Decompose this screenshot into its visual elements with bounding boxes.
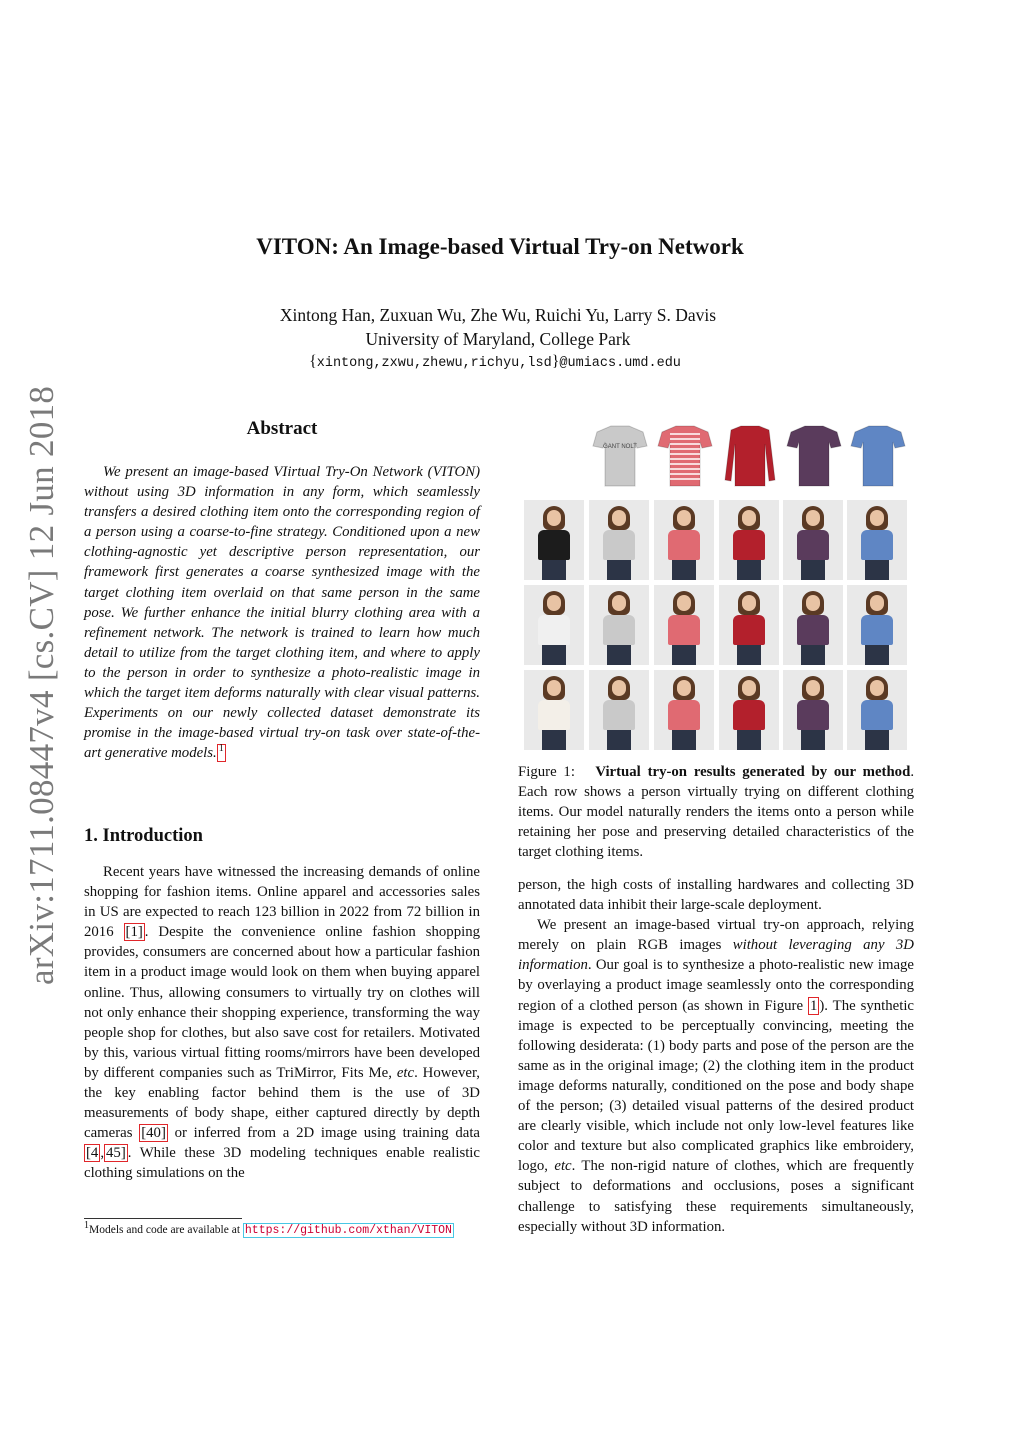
paragraph-approach xyxy=(518,915,914,1237)
face xyxy=(677,510,691,526)
face xyxy=(870,510,884,526)
intro-text: . While these 3D modeling techniques enable realistic clothing simulations on the xyxy=(84,1145,480,1182)
garment xyxy=(668,700,700,730)
right-column-text xyxy=(518,875,914,1237)
face xyxy=(742,680,756,696)
reference-person-photo xyxy=(524,500,584,580)
footnote-ref-1[interactable]: 1 xyxy=(217,744,226,762)
garment xyxy=(668,530,700,560)
try-on-result-photo xyxy=(847,670,907,750)
authors: Xintong Han, Zuxuan Wu, Zhe Wu, Ruichi Yu, Larry S. Davis xyxy=(279,305,717,325)
face xyxy=(806,595,820,611)
approach-emphasis: without leveraging any 3D information xyxy=(518,937,914,974)
reference-person-photo xyxy=(524,670,584,750)
citation-1[interactable]: [1] xyxy=(125,924,143,941)
legs xyxy=(737,645,761,665)
affiliation: University of Maryland, College Park xyxy=(365,329,631,349)
figure-1 xyxy=(518,420,918,750)
citation-45[interactable]: 45] xyxy=(106,1145,126,1162)
legs xyxy=(865,645,889,665)
face xyxy=(806,510,820,526)
footnote-rule xyxy=(84,1218,242,1219)
legs xyxy=(801,560,825,580)
paper-title: VITON: An Image-based Virtual Try-on Network xyxy=(256,234,744,259)
email-users: xintong,zxwu,zhewu,richyu,lsd xyxy=(316,356,552,371)
clothing-item-grey-graphic-tee xyxy=(589,420,651,490)
garment xyxy=(861,615,893,645)
figure-label: Figure 1: xyxy=(518,764,575,780)
intro-text: . However, the key enabling factor behind them is the use of 3D measurements of body shape, either captured directly by depth cameras xyxy=(84,1064,480,1142)
garment xyxy=(797,700,829,730)
clothing-graphic-text: GANT NOLT xyxy=(603,444,637,450)
face xyxy=(870,680,884,696)
try-on-result-photo xyxy=(589,585,649,665)
citation-separator: , xyxy=(100,1145,105,1162)
intro-text: Recent years have witnessed the increasing demands of online shopping for fashion items. Online apparel and accessories sales in US are expected to reach 123 billion in 2022 from 72 billion in 2016 xyxy=(84,864,480,941)
email[interactable] xyxy=(0,353,990,371)
face xyxy=(612,595,626,611)
legs xyxy=(672,645,696,665)
face xyxy=(870,595,884,611)
try-on-result-photo xyxy=(783,500,843,580)
garment xyxy=(668,615,700,645)
legs xyxy=(737,560,761,580)
paragraph-continued: person, the high costs of installing hardwares and collecting 3D annotated data inhibit their large-scale deployment. xyxy=(518,877,914,914)
face xyxy=(677,595,691,611)
try-on-result-photo xyxy=(719,670,779,750)
face xyxy=(742,510,756,526)
caption-text: . Each row shows a person virtually trying on different clothing items. Our model naturally renders the items onto a person while retaining her pose and preserving detailed characteristics of the target clothing items. xyxy=(518,764,915,861)
legs xyxy=(607,730,631,750)
clothing-item-red-long-sleeve xyxy=(719,420,781,490)
legs xyxy=(801,645,825,665)
approach-etc: etc xyxy=(554,1158,572,1175)
garment xyxy=(861,530,893,560)
citation-4[interactable]: [4 xyxy=(86,1145,99,1162)
approach-text: ). The synthetic image is expected to be perceptually convincing, meeting the following desiderata: (1) body parts and pose of the person are the same as in the original image; (2) the clothing item in the product image deforms naturally, conditioned on the pose and body shape of the person; (3) detailed visual patterns of the desired product are clearly visible, which include not only low-level features like color and texture but also complicated graphics like embroidery, logo, xyxy=(518,997,914,1175)
email-brace-open: { xyxy=(309,353,317,370)
clothing-item-navy-print-top xyxy=(783,420,845,490)
clothing-item-red-striped-tee xyxy=(654,420,716,490)
garment xyxy=(538,700,570,730)
legs xyxy=(607,560,631,580)
garment xyxy=(797,615,829,645)
garment xyxy=(733,530,765,560)
legs xyxy=(542,645,566,665)
intro-text: or inferred from a 2D image using training data xyxy=(167,1125,481,1142)
approach-text: . Our goal is to synthesize a photo-realistic new image by overlaying a product image seamlessly onto the corresponding region of a clothed person (as shown in Figure xyxy=(518,957,914,1014)
abstract-body: We present an image-based VIirtual Try-On Network (VITON) without using 3D information in any form, which seamlessly transfers a desired clothing item onto the corresponding region of a person using a coarse-to-fine strategy. Conditioned upon a new clothing-agnostic yet descriptive person representation, our framework first generates a coarse synthesized image with the target clothing item overlaid on that same person in the same pose. We further enhance the initial blurry clothing area with a refinement network. The network is trained to learn how much detail to utilize from the target clothing item, and where to apply to the person in order to synthesize a photo-realistic image in which the target item deforms naturally with clear visual patterns. Experiments on our newly collected dataset demonstrate its promise in the image-based virtual try-on task over state-of-the-art generative models. xyxy=(84,464,480,762)
face xyxy=(742,595,756,611)
intro-text: etc xyxy=(396,1064,415,1081)
face xyxy=(612,680,626,696)
face xyxy=(547,595,561,611)
email-brace-close: } xyxy=(551,353,560,370)
garment xyxy=(733,615,765,645)
try-on-result-photo xyxy=(719,585,779,665)
garment xyxy=(603,700,635,730)
try-on-result-photo xyxy=(654,585,714,665)
try-on-result-photo xyxy=(847,585,907,665)
legs xyxy=(801,730,825,750)
face xyxy=(547,680,561,696)
approach-text: We present an image-based virtual try-on approach, relying merely on plain RGB images xyxy=(518,917,914,954)
try-on-result-photo xyxy=(847,500,907,580)
legs xyxy=(542,560,566,580)
legs xyxy=(607,645,631,665)
email-domain: @umiacs.umd.edu xyxy=(559,356,681,371)
footnote-text: Models and code are available at xyxy=(89,1224,243,1236)
figure-1-caption xyxy=(518,762,914,862)
footnote-mark: 1 xyxy=(84,1220,89,1232)
abstract-text xyxy=(84,462,480,763)
face xyxy=(677,680,691,696)
try-on-result-photo xyxy=(783,585,843,665)
legs xyxy=(865,730,889,750)
approach-text: . The non-rigid nature of clothes, which are frequently subject to deformations and occlusions, poses a significant challenge to satisfying these requirements simultaneously, especially without 3D information. xyxy=(518,1158,914,1235)
author-block xyxy=(0,303,996,351)
reference-person-photo xyxy=(524,585,584,665)
legs xyxy=(672,560,696,580)
garment xyxy=(733,700,765,730)
try-on-result-photo xyxy=(719,500,779,580)
section-heading-introduction: 1. Introduction xyxy=(84,826,203,846)
face xyxy=(806,680,820,696)
garment xyxy=(603,530,635,560)
try-on-result-photo xyxy=(654,670,714,750)
try-on-result-photo xyxy=(589,670,649,750)
code-link[interactable]: https://github.com/xthan/VITON xyxy=(244,1224,452,1237)
try-on-result-photo xyxy=(783,670,843,750)
garment xyxy=(603,615,635,645)
footnote xyxy=(84,1222,480,1239)
face xyxy=(612,510,626,526)
intro-paragraph xyxy=(84,862,480,1184)
legs xyxy=(542,730,566,750)
figure-ref-1[interactable]: 1 xyxy=(809,997,818,1014)
face xyxy=(547,510,561,526)
try-on-result-photo xyxy=(589,500,649,580)
intro-text: . Despite the convenience online fashion shopping provides, consumers are concerned about how a particular fashion item in a product image would look on them when buying apparel online. Thus, allowing consumers to virtually try on clothes will not only enhance their shopping experience, transforming the way people shop for clothes, but also save cost for retailers. Motivated by this, various virtual fitting rooms/mirrors have been developed by different companies such as TriMirror, Fits Me, xyxy=(84,924,480,1081)
abstract-heading: Abstract xyxy=(246,418,318,439)
legs xyxy=(672,730,696,750)
garment xyxy=(797,530,829,560)
legs xyxy=(865,560,889,580)
arxiv-identifier: arXiv:1711.08447v4 [cs.CV] 12 Jun 2018 xyxy=(22,385,61,985)
citation-40[interactable]: [40] xyxy=(141,1125,166,1142)
garment xyxy=(538,615,570,645)
legs xyxy=(737,730,761,750)
garment xyxy=(538,530,570,560)
try-on-result-photo xyxy=(654,500,714,580)
clothing-item-blue-floral-top xyxy=(847,420,909,490)
caption-bold: Virtual try-on results generated by our method xyxy=(595,764,911,780)
garment xyxy=(861,700,893,730)
